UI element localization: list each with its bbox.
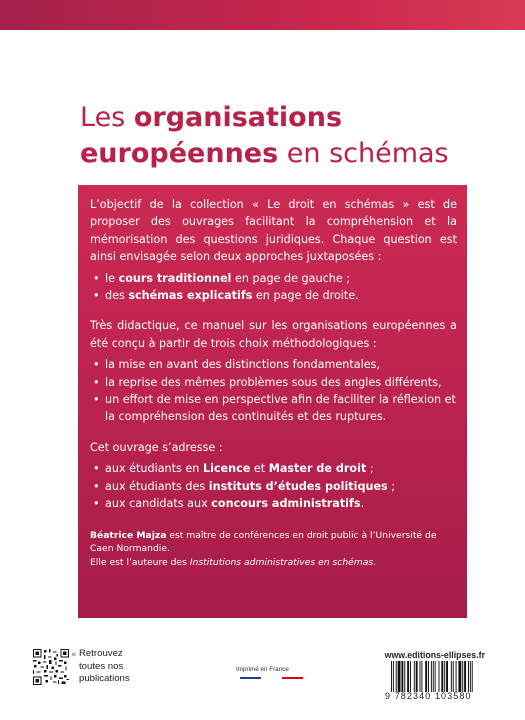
top-color-band [0, 0, 525, 30]
french-flag-stripe [240, 677, 303, 679]
didactic-paragraph: Très didactique, ce manuel sur les organisations européennes a été conçu à partir de trois choix méthodologiques : [90, 319, 457, 350]
list-item: • aux étudiants des instituts d’études politiques ; [90, 478, 457, 495]
list-item: • la reprise des mêmes problèmes sous des angles différents, [90, 374, 457, 391]
list-item: • aux étudiants en Licence et Master de droit ; [90, 460, 457, 477]
retrouvez-publications-text: Retrouvez toutes nos publications [79, 648, 130, 685]
qr-code[interactable] [33, 649, 69, 685]
list-item: • un effort de mise en perspective afin de faciliter la réflexion et la compréhension des continuités et des ruptures. [90, 391, 457, 426]
audience-intro: Cet ouvrage s’adresse : [90, 440, 223, 454]
title-line-2: européennes en schémas [80, 138, 449, 169]
double-chevron-left-icon: « [71, 650, 77, 660]
publisher-url[interactable]: www.editions-ellipses.fr [384, 650, 485, 660]
intro-paragraph: L’objectif de la collection « Le droit en schémas » est de proposer des ouvrages facilitant la compréhension et la mémorisation des questions juridiques. Chaque question est ainsi envisagée selon deux approches juxtaposées : [90, 198, 457, 264]
audience-list [90, 460, 457, 512]
list-item: • aux candidats aux concours administratifs. [90, 495, 457, 512]
isbn-number: 9 782340 103580 [385, 691, 472, 701]
author-bio: Béatrice Majza est maître de conférences en droit public à l’Université de Caen Normandie. Elle est l’auteure des Institutions administratives en schémas. [90, 529, 437, 568]
description-panel [78, 185, 467, 618]
list-item: • la mise en avant des distinctions fondamentales, [90, 356, 457, 373]
imprime-en-france-label: Imprimé en France [236, 666, 289, 673]
book-title [80, 100, 500, 172]
choices-list [90, 356, 457, 426]
approaches-list [90, 270, 457, 305]
list-item: • des schémas explicatifs en page de droite. [90, 287, 457, 304]
isbn-barcode [391, 661, 485, 692]
title-line-1: Les organisations [80, 102, 343, 133]
list-item: • le cours traditionnel en page de gauche ; [90, 270, 457, 287]
